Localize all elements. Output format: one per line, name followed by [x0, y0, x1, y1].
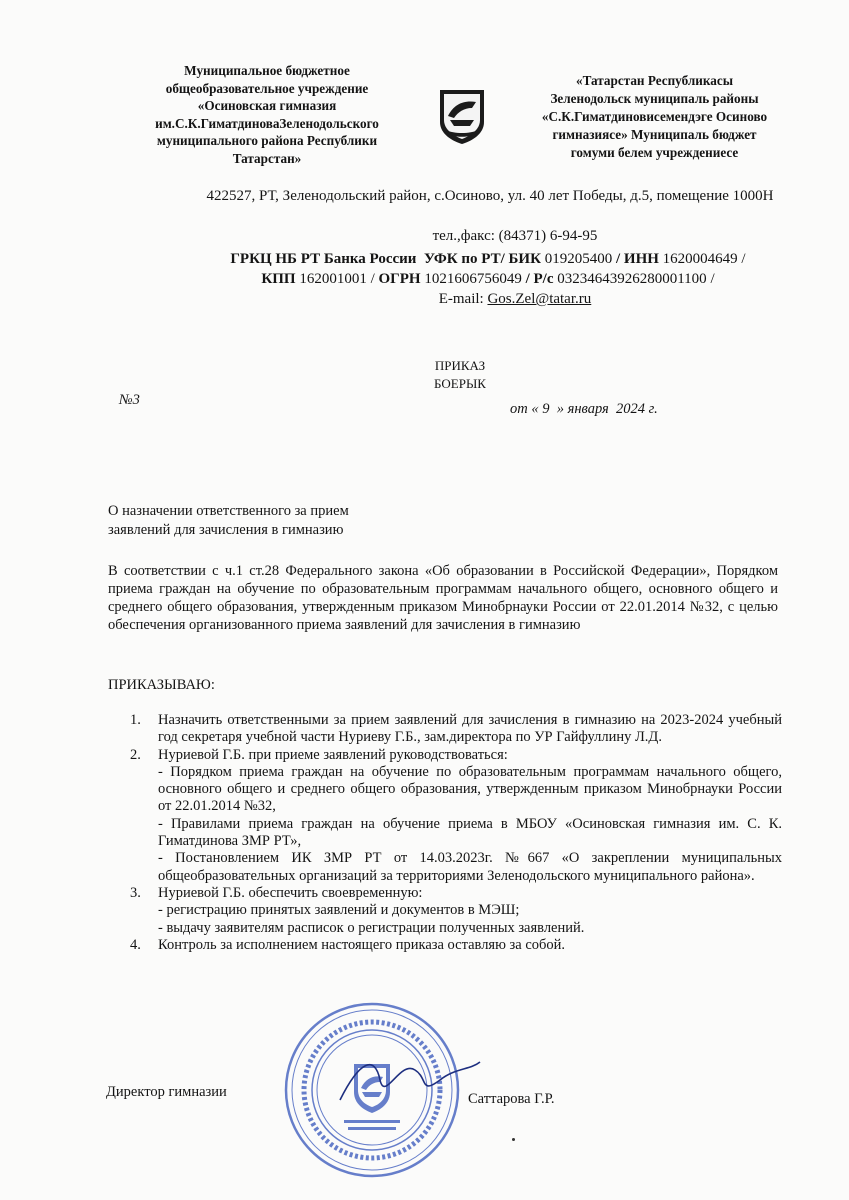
order-title: [400, 357, 520, 393]
order-items: [122, 712, 782, 954]
subject-line: О назначении ответственного за прием: [108, 503, 349, 519]
order-item-2: [122, 747, 782, 885]
ogrn-value: 1021606756049: [424, 271, 522, 287]
item-text: Нуриевой Г.Б. обеспечить своевременную:: [158, 884, 423, 901]
order-item-3: [122, 885, 782, 937]
ogrn-label: ОГРН: [378, 271, 421, 287]
subject-line: заявлений для зачисления в гимназию: [108, 522, 344, 538]
org-line: гимназиясе» Муниципаль бюджет: [552, 127, 757, 142]
order-date: от « 9 » января 2024 г.: [510, 401, 658, 417]
phone: тел.,факс: (84371) 6-94-95: [432, 228, 598, 244]
item-number: 2.: [130, 746, 141, 763]
address: 422527, РТ, Зеленодольский район, с.Осиново, ул. 40 лет Победы, д.5, помещение 1000Н: [206, 188, 774, 204]
org-line: Муниципальное бюджетное: [184, 63, 350, 78]
email-line: [290, 291, 740, 308]
item-subpoint: - Порядком приема граждан на обучение по образовательным программам начального общего, основного общего и среднего общего образования, утвержденным приказом Минобрнауки России от 22.01.2014 №32,: [158, 763, 782, 815]
ufk-label: УФК по РТ/ БИК: [423, 251, 541, 267]
kpp-value: 162001001: [299, 271, 367, 287]
preamble: В соответствии с ч.1 ст.28 Федерального закона «Об образовании в Российской Федерации», Порядком приема граждан на обучение по образовательным программам начального общего, основного общего и среднего общего образования, утвержденным приказом Минобрнауки России от 22.01.2014 №32, с целью обеспечения организованного приема заявлений для зачисления в гимназию: [108, 563, 778, 633]
org-name-tatar: [522, 72, 787, 162]
order-number: №3: [119, 392, 140, 408]
kpp-label: КПП: [261, 271, 296, 287]
org-line: им.С.К.ГиматдиноваЗеленодольского: [155, 115, 379, 131]
org-line: Зеленодольск муниципаль районы: [550, 91, 759, 106]
email-link[interactable]: Gos.Zel@tatar.ru: [487, 291, 592, 307]
director-name: Саттарова Г.Р.: [468, 1091, 555, 1107]
signature-icon: [330, 1040, 490, 1120]
item-subpoint: - регистрацию принятых заявлений и документов в МЭШ;: [158, 902, 520, 919]
item-number: 4.: [130, 936, 141, 953]
rs-value: 03234643926280001100: [557, 271, 707, 287]
item-subpoint: - Постановлением ИК ЗМР РТ от 14.03.2023г. №667 «О закреплении муниципальных общеобразовательных организаций за территориями Зеленодольского муниципального района».: [158, 850, 782, 884]
inn-label: ИНН: [623, 251, 659, 267]
ink-speck: [512, 1138, 515, 1141]
director-title: Директор гимназии: [106, 1084, 227, 1100]
item-text: Назначить ответственными за прием заявлений для зачисления в гимназию на 2023-2024 учебный год секретаря учебной части Нуриеву Г.Б., зам.директора по УР Гайфуллину Л.Д.: [158, 712, 782, 746]
order-subject: [108, 502, 428, 540]
email-label: E-mail:: [438, 291, 484, 307]
bank-details: ГРКЦ НБ РТ Банка России УФК по РТ/ БИК 019205400 / ИНН 1620004649 / КПП 162001001 / ОГРН 1021606756049 / Р/с 03234643926280001100 /: [230, 251, 746, 287]
item-subpoint: - выдачу заявителям расписок о регистрации полученных заявлений.: [158, 919, 585, 936]
item-text: Нуриевой Г.Б. при приеме заявлений руководствоваться:: [158, 746, 508, 763]
order-item-4: [122, 937, 782, 954]
item-number: 1.: [130, 712, 141, 728]
org-line: Татарстан»: [232, 150, 302, 166]
bik-value: 019205400: [544, 251, 613, 267]
inn-value: 1620004649: [662, 251, 738, 267]
item-number: 3.: [130, 884, 141, 901]
item-subpoint: - Правилами приема граждан на обучение приема в МБОУ «Осиновская гимназия им. С. К. Гиматдинова ЗМР РТ»,: [158, 815, 782, 850]
order-title-ru: ПРИКАЗ: [434, 358, 486, 373]
coat-of-arms-icon: [434, 86, 490, 146]
order-title-tt: БОЕРЫК: [434, 376, 486, 391]
org-line: «Осиновская гимназия: [197, 98, 337, 113]
order-item-1: [122, 712, 782, 747]
org-line: общеобразовательное учреждение: [165, 80, 369, 96]
bank-label: ГРКЦ НБ РТ Банка России: [230, 251, 417, 267]
order-word: ПРИКАЗЫВАЮ:: [108, 677, 215, 693]
rs-label: Р/с: [533, 271, 554, 287]
org-name-russian: [132, 62, 402, 167]
item-text: Контроль за исполнением настоящего приказа оставляю за собой.: [158, 936, 566, 953]
org-line: муниципального района Республики: [156, 133, 378, 148]
org-line: «Татарстан Республикасы: [575, 73, 734, 88]
org-line: «С.К.Гиматдиновисемендэге Осиново: [541, 109, 768, 124]
org-line: гомуми белем учреждениесе: [570, 145, 739, 160]
